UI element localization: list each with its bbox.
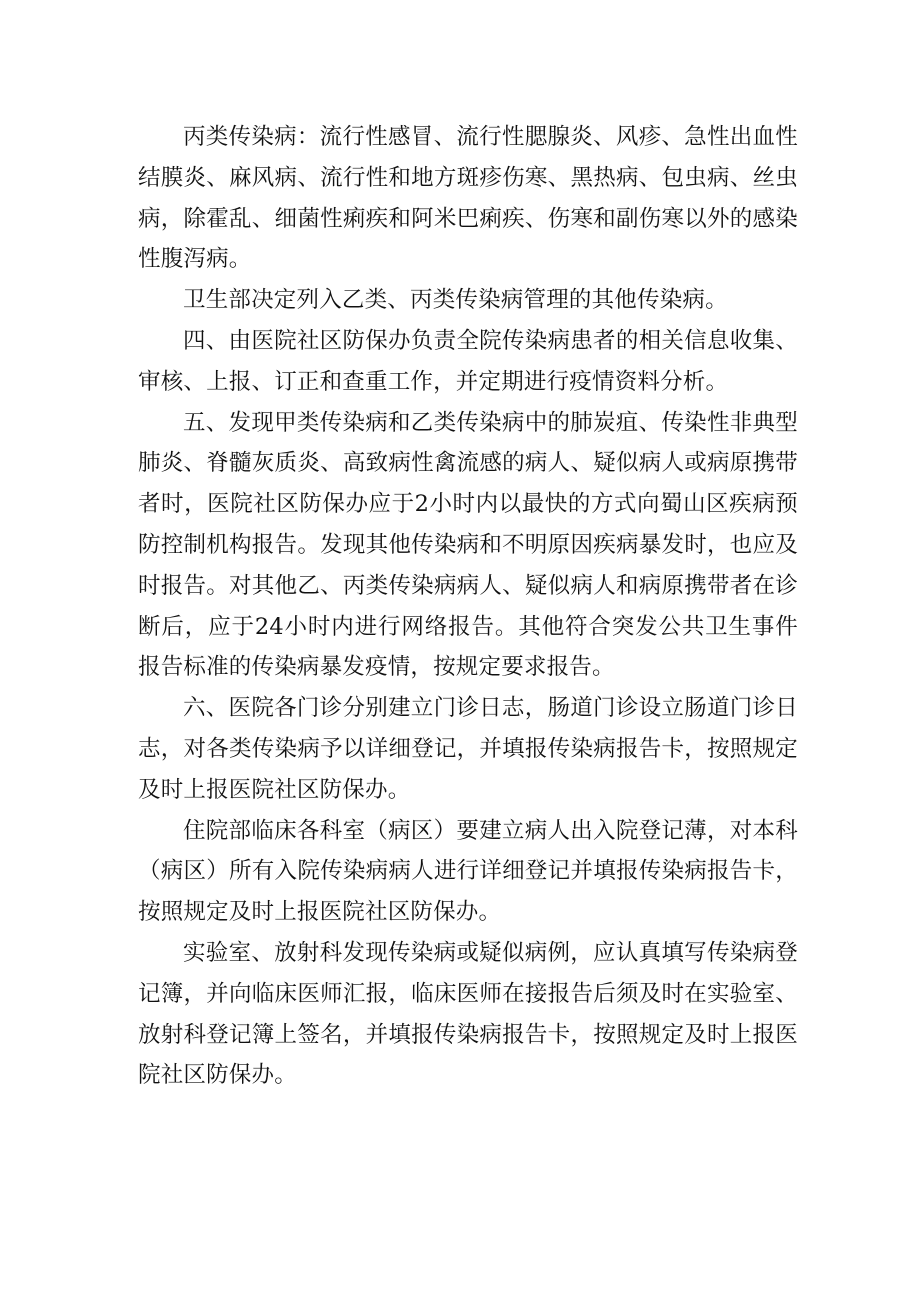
paragraph-other-diseases: 卫生部决定列入乙类、丙类传染病管理的其他传染病。 — [183, 287, 728, 314]
document-body — [138, 117, 798, 1096]
paragraph-section-six: 六、医院各门诊分别建立门诊日志，肠道门诊设立肠道门诊日志，对各类传染病予以详细登记，并填报传染病报告卡，按照规定及时上报医院社区防保办。 — [138, 695, 798, 803]
paragraph-lab-radiology: 实验室、放射科发现传染病或疑似病例，应认真填写传染病登记簿，并向临床医师汇报，临床医师在接报告后须及时在实验室、放射科登记簿上签名，并填报传染病报告卡，按照规定及时上报医院社区防保办。 — [138, 939, 798, 1089]
paragraph-section-four: 四、由医院社区防保办负责全院传染病患者的相关信息收集、审核、上报、订正和查重工作，并定期进行疫情资料分析。 — [138, 327, 798, 395]
paragraph-section-five: 五、发现甲类传染病和乙类传染病中的肺炭疽、传染性非典型肺炎、脊髓灰质炎、高致病性禽流感的病人、疑似病人或病原携带者时，医院社区防保办应于2小时内以最快的方式向蜀山区疾病预防控制机构报告。发现其他传染病和不明原因疾病暴发时，也应及时报告。对其他乙、丙类传染病病人、疑似病人和病原携带者在诊断后，应于24小时内进行网络报告。其他符合突发公共卫生事件报告标准的传染病暴发疫情，按规定要求报告。 — [138, 409, 798, 681]
paragraph-class-c-diseases: 丙类传染病：流行性感冒、流行性腮腺炎、风疹、急性出血性结膜炎、麻风病、流行性和地方斑疹伤寒、黑热病、包虫病、丝虫病，除霍乱、细菌性痢疾和阿米巴痢疾、伤寒和副伤寒以外的感染性腹泻病。 — [138, 124, 798, 273]
paragraph-inpatient: 住院部临床各科室（病区）要建立病人出入院登记薄，对本科（病区）所有入院传染病病人进行详细登记并填报传染病报告卡，按照规定及时上报医院社区防保办。 — [138, 817, 798, 926]
